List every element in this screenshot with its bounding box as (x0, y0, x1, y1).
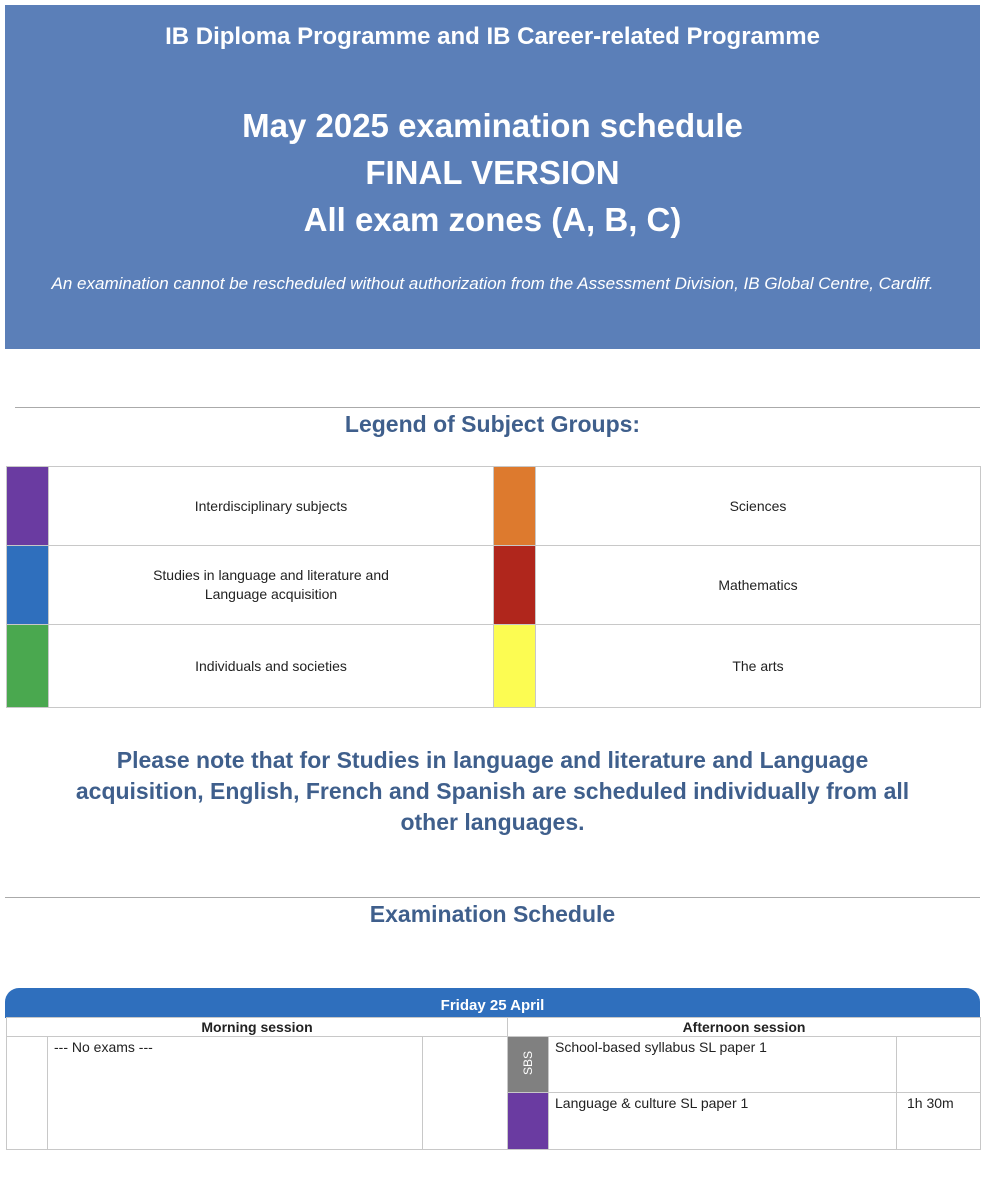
language-scheduling-notice (5, 745, 980, 838)
programme-title: IB Diploma Programme and IB Career-related Programme (165, 23, 820, 50)
legend-swatch (7, 546, 49, 625)
group-tag: SBS (521, 1051, 536, 1076)
legend-label-text: Studies in language and literature and Language acquisition (153, 567, 389, 602)
schedule-title (5, 102, 980, 243)
no-exams-text: --- No exams --- (54, 1039, 153, 1055)
exam-name: Language & culture SL paper 1 (555, 1095, 749, 1111)
legend-label: Individuals and societies (49, 625, 494, 708)
exam-duration (897, 1037, 980, 1039)
schedule-heading: Examination Schedule (369, 901, 616, 927)
legend-label (49, 546, 494, 625)
reschedule-note: An examination cannot be rescheduled without authorization from the Assessment Division, IB Global Centre, Cardiff. (51, 274, 934, 293)
exam-duration-cell (897, 1093, 981, 1150)
legend-swatch (494, 467, 536, 546)
session-header-row (7, 1018, 981, 1037)
divider (15, 407, 980, 408)
group-tag-cell (508, 1037, 549, 1093)
schedule-table (6, 1017, 981, 1150)
legend-row (7, 467, 981, 546)
legend-swatch (494, 546, 536, 625)
legend-label: Mathematics (536, 546, 981, 625)
exam-name-cell (549, 1093, 897, 1150)
exam-name: School-based syllabus SL paper 1 (555, 1039, 767, 1055)
exam-duration-cell (897, 1037, 981, 1093)
exam-name-cell (549, 1037, 897, 1093)
header-banner (5, 5, 980, 349)
morning-exam-cell (48, 1037, 423, 1150)
group-color-cell (508, 1093, 549, 1150)
exam-row (7, 1037, 981, 1093)
divider (5, 897, 980, 898)
title-line: FINAL VERSION (365, 154, 620, 191)
legend-row (7, 546, 981, 625)
day-header: Friday 25 April (5, 988, 980, 1018)
morning-duration-cell (423, 1037, 508, 1150)
legend-heading: Legend of Subject Groups: (344, 411, 641, 437)
afternoon-session-header: Afternoon session (508, 1018, 981, 1037)
morning-group-cell (7, 1037, 48, 1150)
legend-swatch (7, 625, 49, 708)
legend-label: The arts (536, 625, 981, 708)
exam-duration: 1h 30m (907, 1095, 954, 1111)
legend-swatch (7, 467, 49, 546)
title-line: May 2025 examination schedule (242, 107, 743, 144)
title-line: All exam zones (A, B, C) (303, 201, 682, 238)
legend-label: Sciences (536, 467, 981, 546)
legend-label: Interdisciplinary subjects (49, 467, 494, 546)
legend-swatch (494, 625, 536, 708)
legend-row (7, 625, 981, 708)
notice-text: Please note that for Studies in language and literature and Language acquisition, English, French and Spanish are scheduled individually from all other languages. (75, 747, 910, 835)
subject-group-legend (6, 466, 981, 708)
morning-session-header: Morning session (7, 1018, 508, 1037)
